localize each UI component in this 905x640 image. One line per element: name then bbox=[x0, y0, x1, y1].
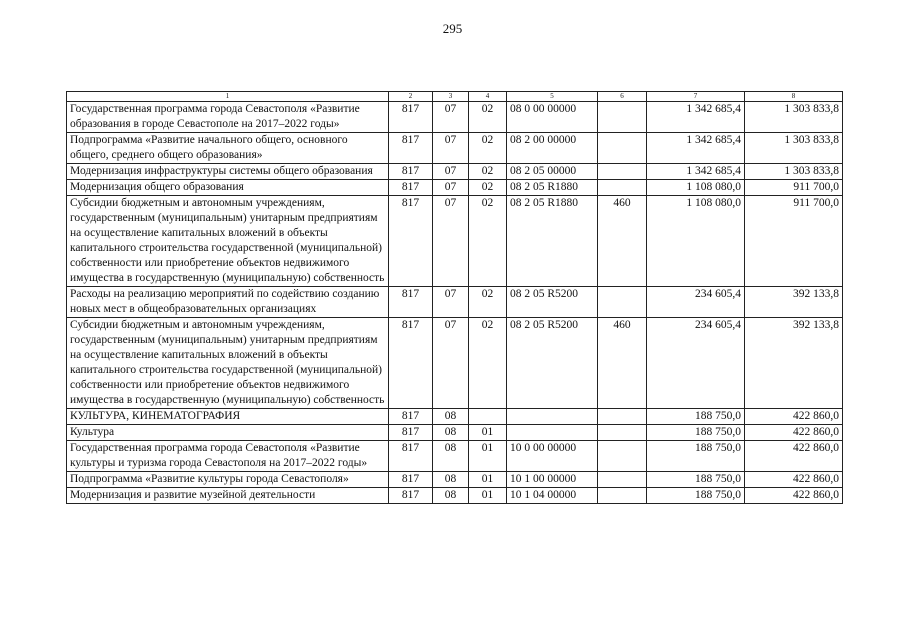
cell-target-article: 08 2 05 R1880 bbox=[507, 196, 598, 287]
table-row bbox=[67, 472, 843, 488]
cell-subsection-code: 02 bbox=[469, 102, 507, 133]
cell-subsection-code: 02 bbox=[469, 180, 507, 196]
column-number: 5 bbox=[507, 92, 598, 102]
cell-ministry-code: 817 bbox=[389, 409, 433, 425]
cell-target-article: 10 0 00 00000 bbox=[507, 441, 598, 472]
cell-section-code: 07 bbox=[433, 133, 469, 164]
table-row bbox=[67, 425, 843, 441]
column-number: 6 bbox=[598, 92, 647, 102]
cell-subsection-code: 01 bbox=[469, 425, 507, 441]
table-row bbox=[67, 318, 843, 409]
cell-expense-type bbox=[598, 409, 647, 425]
cell-target-article: 10 1 04 00000 bbox=[507, 488, 598, 504]
table-row bbox=[67, 180, 843, 196]
cell-amount-1: 188 750,0 bbox=[647, 441, 745, 472]
cell-amount-2: 422 860,0 bbox=[745, 409, 843, 425]
cell-amount-1: 1 108 080,0 bbox=[647, 196, 745, 287]
cell-section-code: 08 bbox=[433, 441, 469, 472]
cell-amount-2: 911 700,0 bbox=[745, 196, 843, 287]
cell-expense-type bbox=[598, 133, 647, 164]
cell-ministry-code: 817 bbox=[389, 102, 433, 133]
cell-expense-type bbox=[598, 164, 647, 180]
cell-amount-1: 234 605,4 bbox=[647, 287, 745, 318]
cell-amount-2: 422 860,0 bbox=[745, 425, 843, 441]
column-number: 8 bbox=[745, 92, 843, 102]
table-row bbox=[67, 133, 843, 164]
cell-ministry-code: 817 bbox=[389, 441, 433, 472]
column-number: 1 bbox=[67, 92, 389, 102]
cell-amount-2: 1 303 833,8 bbox=[745, 133, 843, 164]
cell-target-article bbox=[507, 425, 598, 441]
cell-name: Субсидии бюджетным и автономным учреждениям, государственным (муниципальным) унитарным предприятиям на осуществление капитальных вложений в объекты капитального строительства государственной (муниципальной) собственности или приобретение объектов недвижимого имущества в государственную (муниципальную) собственность bbox=[67, 318, 389, 409]
cell-amount-2: 422 860,0 bbox=[745, 488, 843, 504]
cell-ministry-code: 817 bbox=[389, 133, 433, 164]
cell-section-code: 07 bbox=[433, 164, 469, 180]
cell-expense-type bbox=[598, 488, 647, 504]
cell-ministry-code: 817 bbox=[389, 196, 433, 287]
table-body bbox=[67, 92, 843, 504]
cell-amount-1: 188 750,0 bbox=[647, 488, 745, 504]
cell-section-code: 08 bbox=[433, 488, 469, 504]
cell-target-article: 08 2 00 00000 bbox=[507, 133, 598, 164]
cell-subsection-code: 01 bbox=[469, 441, 507, 472]
page-number: 295 bbox=[442, 21, 463, 36]
cell-amount-2: 1 303 833,8 bbox=[745, 164, 843, 180]
table-row bbox=[67, 287, 843, 318]
cell-subsection-code: 02 bbox=[469, 287, 507, 318]
cell-expense-type bbox=[598, 102, 647, 133]
cell-expense-type: 460 bbox=[598, 196, 647, 287]
cell-section-code: 07 bbox=[433, 318, 469, 409]
cell-ministry-code: 817 bbox=[389, 318, 433, 409]
cell-section-code: 07 bbox=[433, 180, 469, 196]
cell-target-article: 08 2 05 R1880 bbox=[507, 180, 598, 196]
cell-amount-1: 234 605,4 bbox=[647, 318, 745, 409]
cell-expense-type bbox=[598, 287, 647, 318]
cell-name: Культура bbox=[67, 425, 389, 441]
cell-amount-1: 1 108 080,0 bbox=[647, 180, 745, 196]
cell-amount-1: 188 750,0 bbox=[647, 409, 745, 425]
cell-expense-type bbox=[598, 425, 647, 441]
column-number-row bbox=[67, 92, 843, 102]
cell-amount-2: 1 303 833,8 bbox=[745, 102, 843, 133]
budget-table bbox=[66, 91, 843, 504]
cell-target-article: 08 2 05 00000 bbox=[507, 164, 598, 180]
cell-amount-1: 188 750,0 bbox=[647, 472, 745, 488]
cell-target-article: 08 0 00 00000 bbox=[507, 102, 598, 133]
cell-amount-2: 911 700,0 bbox=[745, 180, 843, 196]
cell-name: Модернизация общего образования bbox=[67, 180, 389, 196]
column-number: 4 bbox=[469, 92, 507, 102]
cell-subsection-code: 02 bbox=[469, 164, 507, 180]
cell-section-code: 07 bbox=[433, 287, 469, 318]
cell-name: Государственная программа города Севастополя «Развитие образования в городе Севастополе на 2017–2022 годы» bbox=[67, 102, 389, 133]
table-row bbox=[67, 102, 843, 133]
cell-section-code: 07 bbox=[433, 102, 469, 133]
table-row bbox=[67, 488, 843, 504]
cell-amount-1: 188 750,0 bbox=[647, 425, 745, 441]
cell-target-article: 10 1 00 00000 bbox=[507, 472, 598, 488]
column-number: 7 bbox=[647, 92, 745, 102]
table-row bbox=[67, 196, 843, 287]
cell-ministry-code: 817 bbox=[389, 287, 433, 318]
cell-ministry-code: 817 bbox=[389, 164, 433, 180]
cell-subsection-code: 01 bbox=[469, 472, 507, 488]
cell-amount-2: 392 133,8 bbox=[745, 318, 843, 409]
cell-amount-2: 422 860,0 bbox=[745, 472, 843, 488]
cell-ministry-code: 817 bbox=[389, 425, 433, 441]
cell-name: Подпрограмма «Развитие начального общего, основного общего, среднего общего образования» bbox=[67, 133, 389, 164]
cell-name: Модернизация инфраструктуры системы общего образования bbox=[67, 164, 389, 180]
cell-name: Модернизация и развитие музейной деятельности bbox=[67, 488, 389, 504]
cell-amount-2: 392 133,8 bbox=[745, 287, 843, 318]
cell-target-article bbox=[507, 409, 598, 425]
cell-section-code: 08 bbox=[433, 409, 469, 425]
cell-amount-1: 1 342 685,4 bbox=[647, 133, 745, 164]
cell-amount-1: 1 342 685,4 bbox=[647, 102, 745, 133]
cell-section-code: 08 bbox=[433, 425, 469, 441]
cell-amount-2: 422 860,0 bbox=[745, 441, 843, 472]
cell-name: Субсидии бюджетным и автономным учреждениям, государственным (муниципальным) унитарным предприятиям на осуществление капитальных вложений в объекты капитального строительства государственной (муниципальной) собственности или приобретение объектов недвижимого имущества в государственную (муниципальную) собственность bbox=[67, 196, 389, 287]
cell-expense-type bbox=[598, 180, 647, 196]
cell-amount-1: 1 342 685,4 bbox=[647, 164, 745, 180]
cell-subsection-code: 02 bbox=[469, 318, 507, 409]
cell-name: Государственная программа города Севастополя «Развитие культуры и туризма города Севастополя на 2017–2022 годы» bbox=[67, 441, 389, 472]
cell-target-article: 08 2 05 R5200 bbox=[507, 318, 598, 409]
cell-expense-type bbox=[598, 441, 647, 472]
column-number: 3 bbox=[433, 92, 469, 102]
cell-ministry-code: 817 bbox=[389, 180, 433, 196]
cell-subsection-code: 02 bbox=[469, 133, 507, 164]
cell-name: Расходы на реализацию мероприятий по содействию созданию новых мест в общеобразовательных организациях bbox=[67, 287, 389, 318]
cell-ministry-code: 817 bbox=[389, 472, 433, 488]
cell-ministry-code: 817 bbox=[389, 488, 433, 504]
cell-section-code: 08 bbox=[433, 472, 469, 488]
cell-subsection-code: 01 bbox=[469, 488, 507, 504]
cell-section-code: 07 bbox=[433, 196, 469, 287]
cell-target-article: 08 2 05 R5200 bbox=[507, 287, 598, 318]
cell-expense-type bbox=[598, 472, 647, 488]
table-row bbox=[67, 441, 843, 472]
cell-subsection-code bbox=[469, 409, 507, 425]
table-row bbox=[67, 409, 843, 425]
column-number: 2 bbox=[389, 92, 433, 102]
cell-name: Подпрограмма «Развитие культуры города Севастополя» bbox=[67, 472, 389, 488]
cell-name: КУЛЬТУРА, КИНЕМАТОГРАФИЯ bbox=[67, 409, 389, 425]
cell-subsection-code: 02 bbox=[469, 196, 507, 287]
table-row bbox=[67, 164, 843, 180]
cell-expense-type: 460 bbox=[598, 318, 647, 409]
